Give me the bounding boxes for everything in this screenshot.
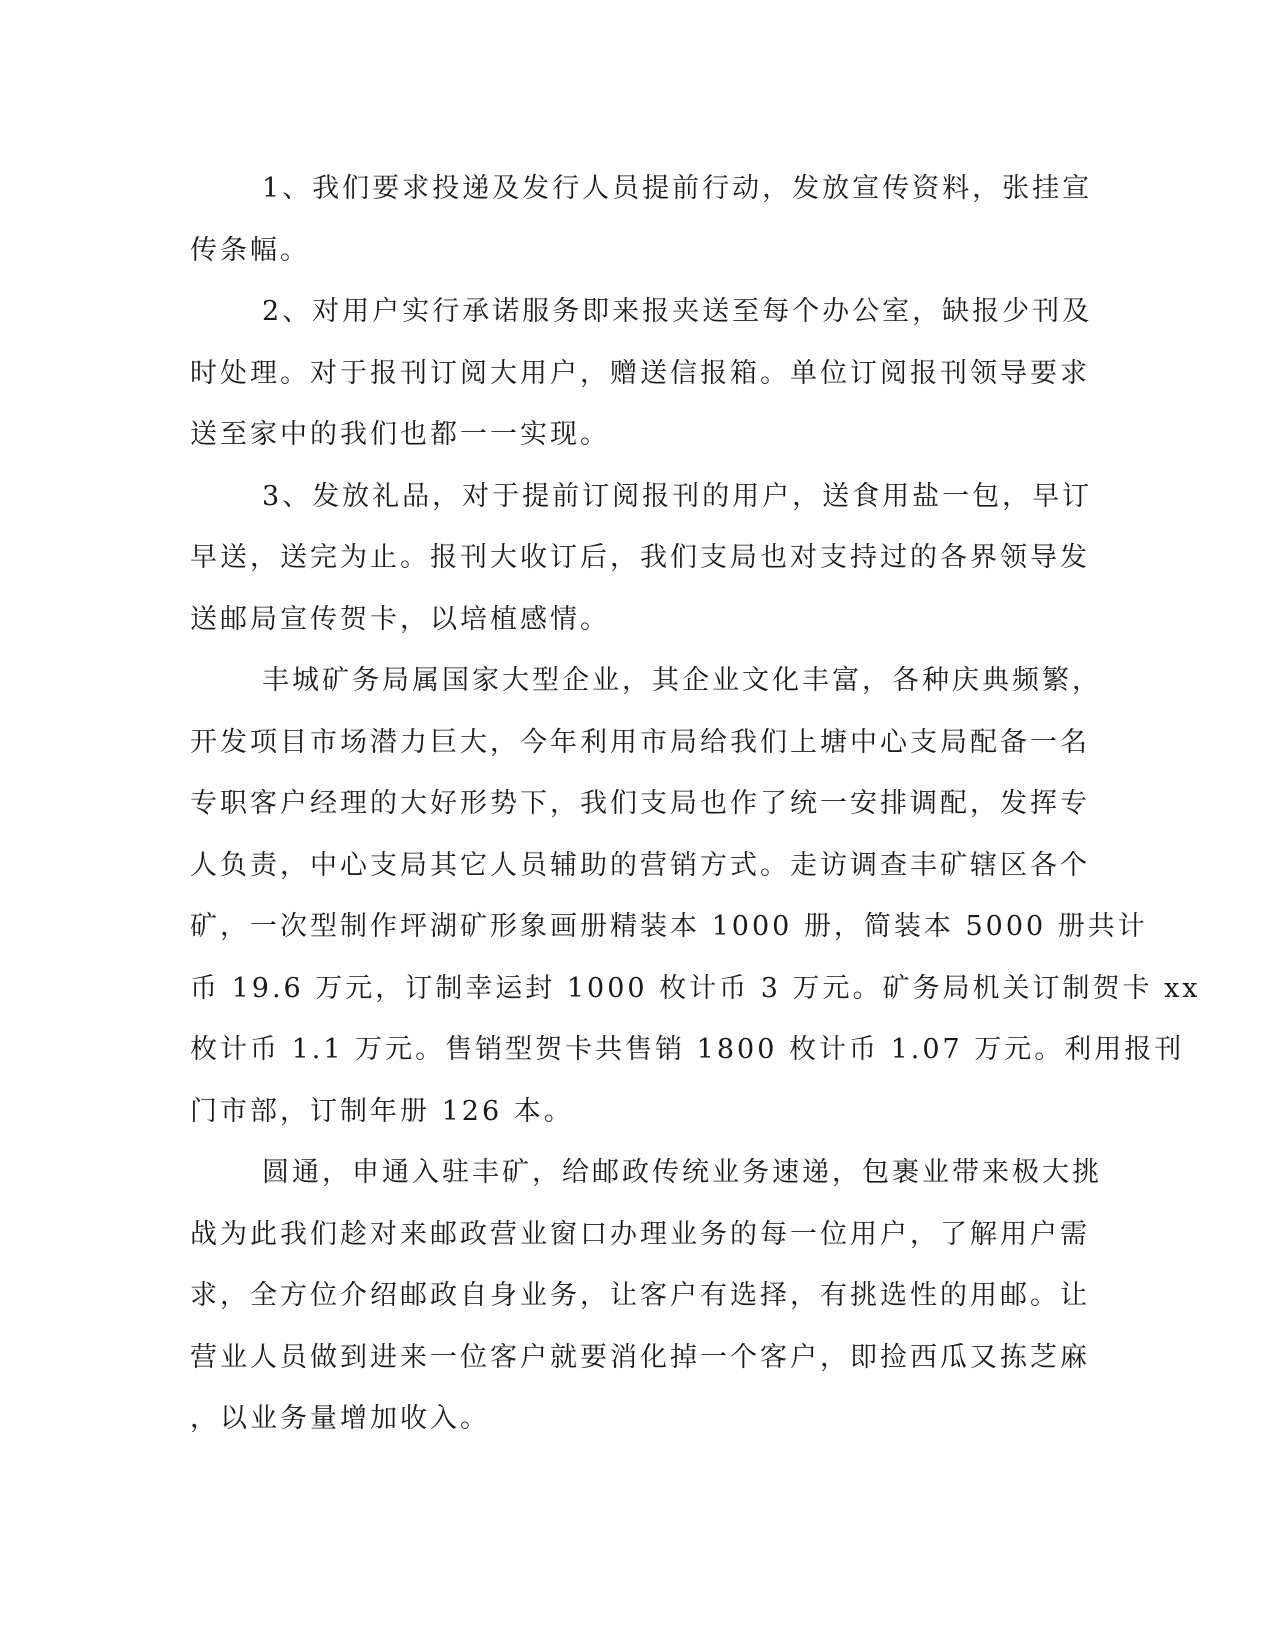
paragraph-5 xyxy=(190,1142,1102,1450)
text-line: 1、我们要求投递及发行人员提前行动，发放宣传资料，张挂宣 xyxy=(262,173,1093,204)
text-line: 传条幅。 xyxy=(190,234,310,266)
text-line: 人负责，中心支局其它人员辅助的营销方式。走访调查丰矿辖区各个 xyxy=(190,849,1090,881)
text-line: 币 19.6 万元，订制幸运封 1000 枚计币 3 万元。矿务局机关订制贺卡 xx xyxy=(190,972,1201,1004)
text-line: 求，全方位介绍邮政自身业务，让客户有选择，有挑选性的用邮。让 xyxy=(190,1280,1090,1311)
text-line: 2、对用户实行承诺服务即来报夹送至每个办公室，缺报少刊及 xyxy=(262,296,1093,327)
text-line: 营业人员做到进来一位客户就要消化掉一个客户，即捡西瓜又拣芝麻 xyxy=(190,1341,1090,1373)
text-line: 3、发放礼品，对于提前订阅报刊的用户，送食用盐一包，早订 xyxy=(262,480,1093,512)
text-line: 专职客户经理的大好形势下，我们支局也作了统一安排调配，发挥专 xyxy=(190,788,1090,819)
text-line: 圆通，申通入驻丰矿，给邮政传统业务速递，包裹业带来极大挑 xyxy=(262,1157,1102,1188)
text-line: 送至家中的我们也都一一实现。 xyxy=(190,419,610,450)
text-line: 开发项目市场潜力巨大，今年利用市局给我们上塘中心支局配备一名 xyxy=(190,726,1090,758)
text-line: 门市部，订制年册 126 本。 xyxy=(190,1095,574,1127)
text-line: ，以业务量增加收入。 xyxy=(190,1403,490,1434)
text-line: 送邮局宣传贺卡，以培植感情。 xyxy=(190,603,610,635)
text-line: 枚计币 1.1 万元。售销型贺卡共售销 1800 枚计币 1.07 万元。利用报刊 xyxy=(190,1034,1185,1065)
paragraph-1 xyxy=(190,158,1093,281)
text-line: 早送，送完为止。报刊大收订后，我们支局也对支持过的各界领导发 xyxy=(190,542,1090,573)
text-line: 丰城矿务局属国家大型企业，其企业文化丰富，各种庆典频繁， xyxy=(262,665,1102,696)
paragraph-4 xyxy=(190,650,1201,1142)
paragraph-2 xyxy=(190,281,1093,466)
text-line: 矿，一次型制作坪湖矿形象画册精装本 1000 册，简装本 5000 册共计 xyxy=(190,911,1148,942)
document-body xyxy=(190,158,1201,1450)
paragraph-3 xyxy=(190,466,1093,651)
text-line: 时处理。对于报刊订阅大用户，赠送信报箱。单位订阅报刊领导要求 xyxy=(190,357,1090,389)
text-line: 战为此我们趁对来邮政营业窗口办理业务的每一位用户，了解用户需 xyxy=(190,1218,1090,1250)
